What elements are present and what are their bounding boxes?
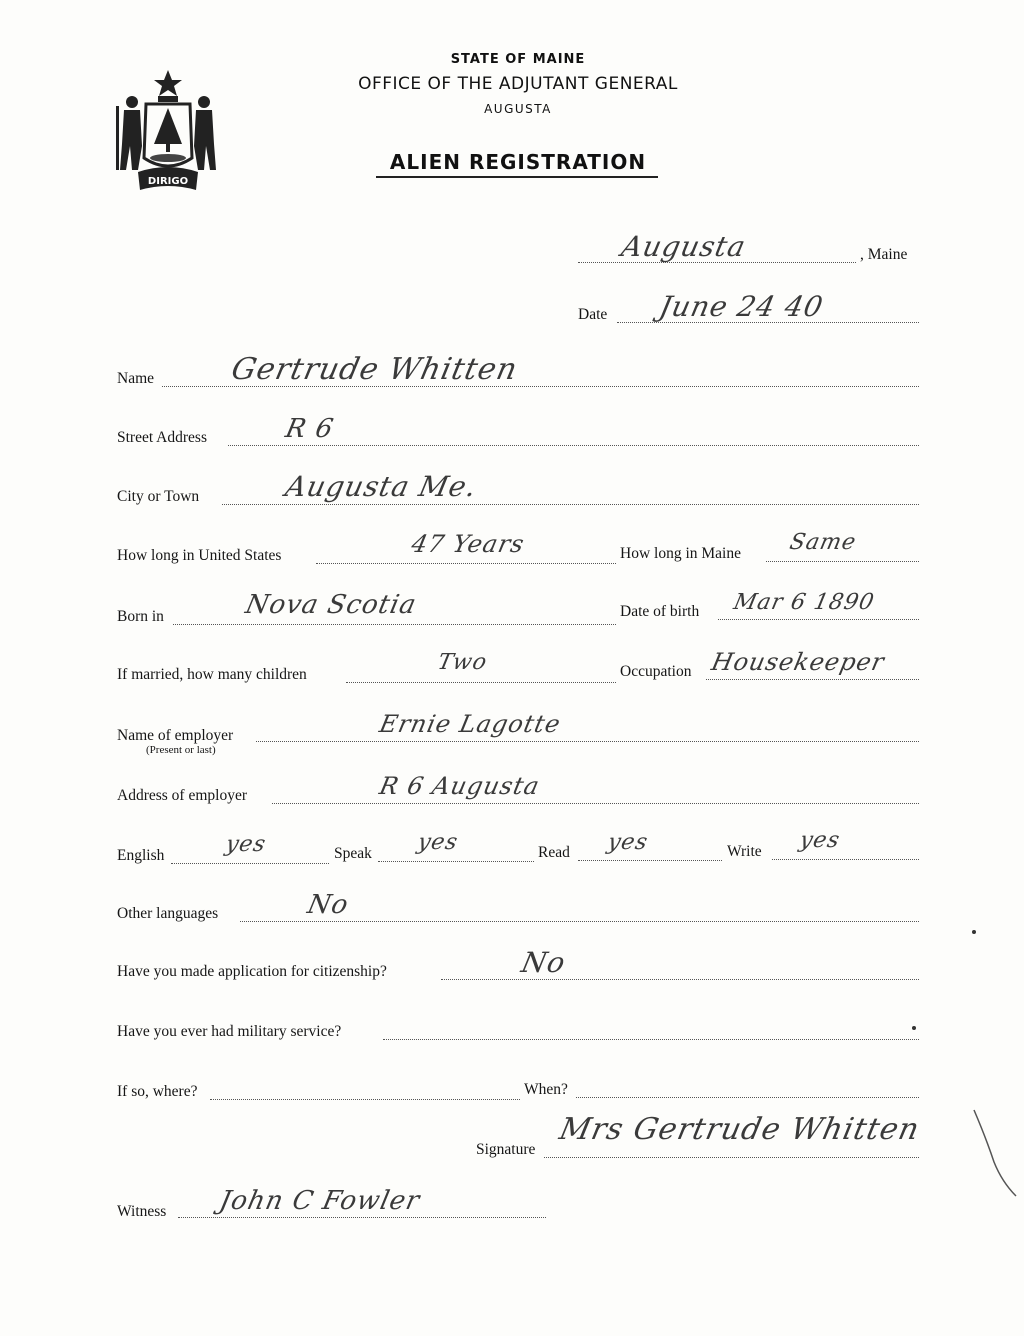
occupation-line <box>706 679 919 680</box>
date-value[interactable]: June 24 40 <box>656 290 827 323</box>
citizenship-label: Have you made application for citizenship? <box>117 963 387 980</box>
witness-line <box>178 1217 546 1218</box>
other-languages-value[interactable]: No <box>304 890 352 920</box>
employer-address-label: Address of employer <box>117 787 247 804</box>
how-long-us-line <box>316 563 616 564</box>
how-long-maine-label: How long in Maine <box>620 545 741 562</box>
ink-dot <box>912 1026 916 1030</box>
speak-line <box>378 861 534 862</box>
street-address-line <box>228 445 919 446</box>
witness-value[interactable]: John C Fowler <box>216 1186 423 1216</box>
where-label: If so, where? <box>117 1083 198 1100</box>
employer-address-line <box>272 803 919 804</box>
street-address-label: Street Address <box>117 429 207 446</box>
office-heading: OFFICE OF THE ADJUTANT GENERAL <box>358 74 678 94</box>
write-label: Write <box>727 843 762 860</box>
date-of-birth-label: Date of birth <box>620 603 700 620</box>
where-line <box>210 1099 520 1100</box>
city-value[interactable]: Augusta Me. <box>282 470 481 503</box>
date-of-birth-value[interactable]: Mar 6 1890 <box>731 590 877 615</box>
how-long-us-label: How long in United States <box>117 547 282 564</box>
children-label: If married, how many children <box>117 666 307 683</box>
write-value[interactable]: yes <box>797 828 843 853</box>
signature-line <box>544 1157 919 1158</box>
children-value[interactable]: Two <box>435 650 490 675</box>
employer-name-line <box>256 741 919 742</box>
ink-dot <box>972 930 976 934</box>
state-heading: STATE OF MAINE <box>450 52 586 67</box>
witness-label: Witness <box>117 1203 167 1220</box>
read-line <box>578 860 722 861</box>
employer-name-label: Name of employer <box>117 727 234 744</box>
maine-label: , Maine <box>860 246 908 263</box>
other-languages-line <box>240 921 919 922</box>
english-value[interactable]: yes <box>223 832 269 857</box>
city-line <box>222 504 919 505</box>
city-heading: AUGUSTA <box>484 102 552 116</box>
citizenship-value[interactable]: No <box>518 946 569 979</box>
name-label: Name <box>117 370 155 387</box>
title-underline <box>376 176 658 178</box>
military-line <box>383 1039 919 1040</box>
military-label: Have you ever had military service? <box>117 1023 342 1040</box>
pen-stroke-mark <box>972 1108 1020 1198</box>
children-line <box>346 682 616 683</box>
place-value[interactable]: Augusta <box>618 230 750 263</box>
signature-label: Signature <box>476 1141 536 1158</box>
occupation-label: Occupation <box>620 663 692 680</box>
english-line <box>171 863 329 864</box>
employer-name-sublabel: (Present or last) <box>146 744 216 756</box>
occupation-value[interactable]: Housekeeper <box>709 648 888 676</box>
speak-value[interactable]: yes <box>415 830 461 855</box>
how-long-us-value[interactable]: 47 Years <box>409 530 528 558</box>
speak-label: Speak <box>334 845 372 862</box>
city-label: City or Town <box>117 488 200 505</box>
date-label: Date <box>578 306 608 323</box>
read-value[interactable]: yes <box>605 830 651 855</box>
when-label: When? <box>524 1081 568 1098</box>
employer-address-value[interactable]: R 6 Augusta <box>377 772 543 800</box>
form-title: ALIEN REGISTRATION <box>389 150 647 174</box>
citizenship-line <box>441 979 919 980</box>
other-languages-label: Other languages <box>117 905 219 922</box>
street-address-value[interactable]: R 6 <box>282 414 337 444</box>
employer-name-value[interactable]: Ernie Lagotte <box>377 710 564 738</box>
date-of-birth-line <box>718 619 919 620</box>
write-line <box>772 859 919 860</box>
signature-value[interactable]: Mrs Gertrude Whitten <box>556 1112 923 1147</box>
born-in-label: Born in <box>117 608 164 625</box>
english-label: English <box>117 847 165 864</box>
how-long-maine-line <box>766 561 919 562</box>
born-in-value[interactable]: Nova Scotia <box>242 590 420 620</box>
how-long-maine-value[interactable]: Same <box>787 530 859 555</box>
name-value[interactable]: Gertrude Whitten <box>228 352 521 387</box>
when-line <box>576 1097 919 1098</box>
read-label: Read <box>538 844 570 861</box>
born-in-line <box>173 624 616 625</box>
svg-text:DIRIGO: DIRIGO <box>147 176 189 187</box>
